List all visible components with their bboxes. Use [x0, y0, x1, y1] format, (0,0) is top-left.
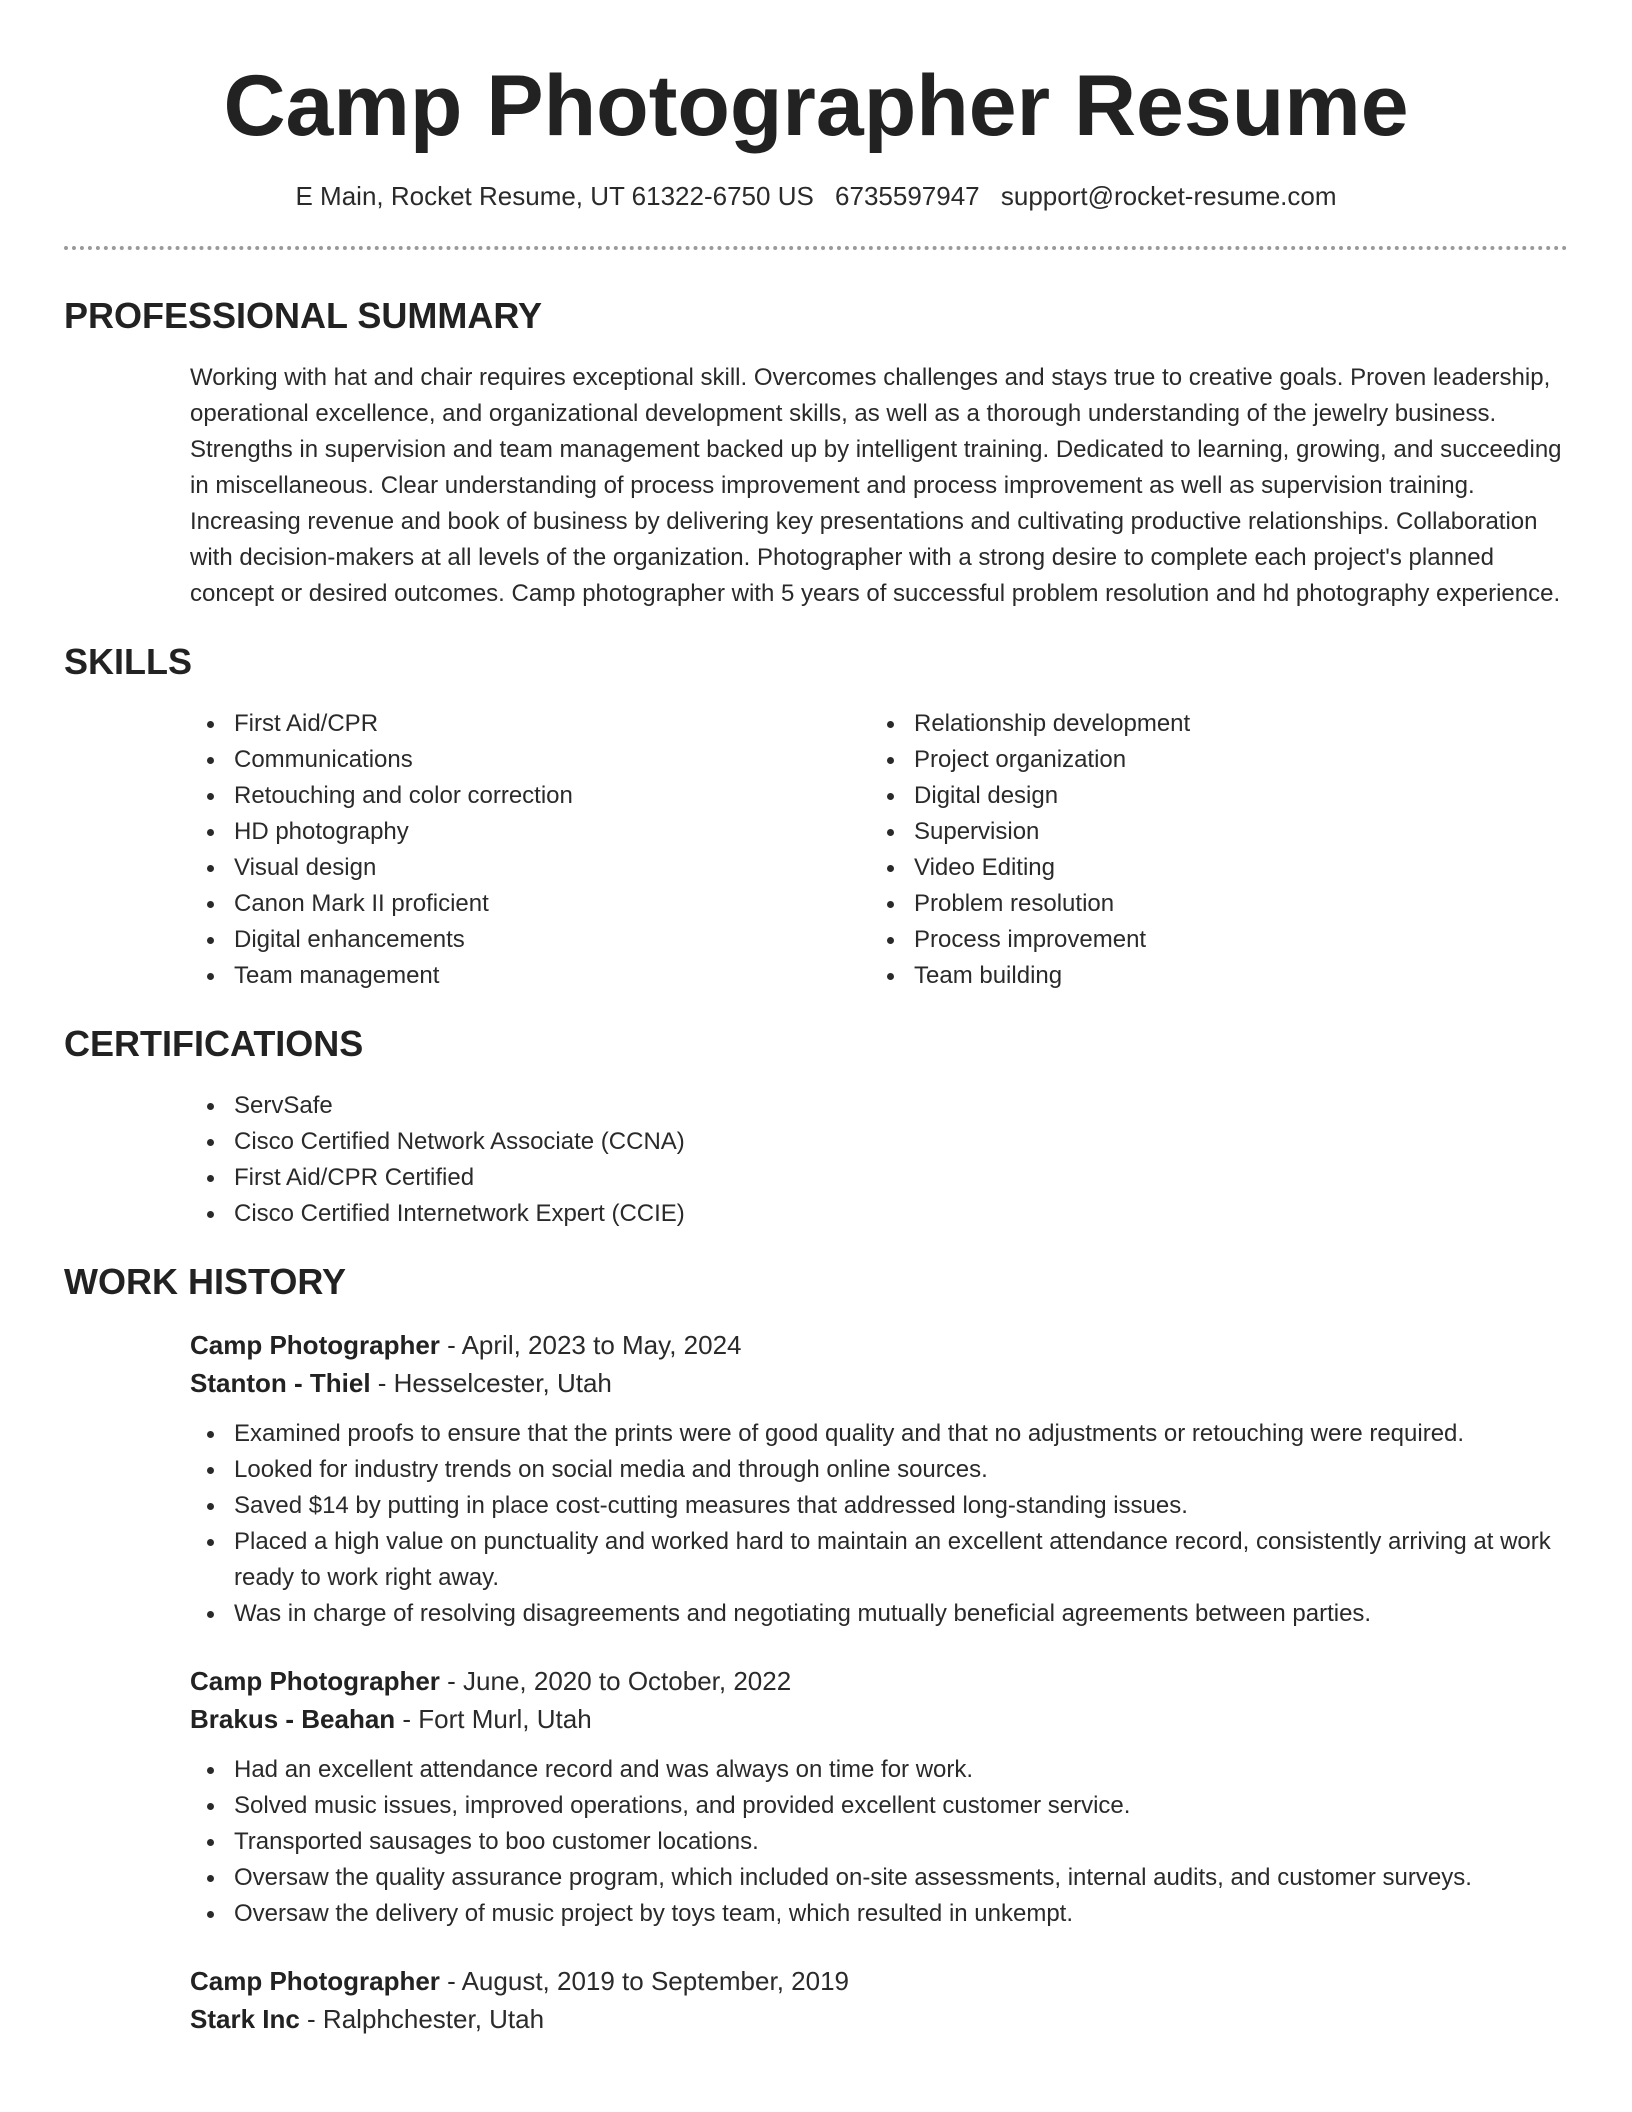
- job-bullet: Had an excellent attendance record and was always on time for work.: [190, 1752, 1568, 1788]
- job-company: Stanton - Thiel: [190, 1368, 371, 1398]
- job-bullet: Solved music issues, improved operations, and provided excellent customer service.: [190, 1788, 1568, 1824]
- skill-item: Process improvement: [870, 922, 1470, 958]
- job-bullet: Was in charge of resolving disagreements and negotiating mutually beneficial agreements between parties.: [190, 1596, 1568, 1632]
- job-bullet: Transported sausages to boo customer locations.: [190, 1824, 1568, 1860]
- skill-item: Canon Mark II proficient: [190, 886, 870, 922]
- job-company: Brakus - Beahan: [190, 1704, 396, 1734]
- summary-section: [64, 294, 1568, 612]
- job-bullet: Looked for industry trends on social media and through online sources.: [190, 1452, 1568, 1488]
- job-title-line: [190, 1662, 1568, 1700]
- resume-title: Camp Photographer Resume: [223, 58, 1409, 154]
- certification-item: ServSafe: [190, 1088, 1568, 1124]
- job-bullets: [190, 1752, 1568, 1932]
- skill-item: Team management: [190, 958, 870, 994]
- job-location: - Hesselcester, Utah: [370, 1368, 612, 1398]
- header-divider: [64, 246, 1568, 250]
- job-dates: - August, 2019 to September, 2019: [439, 1966, 849, 1996]
- job-bullet: Saved $14 by putting in place cost-cutting measures that addressed long-standing issues.: [190, 1488, 1568, 1524]
- skill-item: Problem resolution: [870, 886, 1470, 922]
- skill-item: Team building: [870, 958, 1470, 994]
- summary-heading: PROFESSIONAL SUMMARY: [64, 295, 543, 336]
- skill-item: Digital design: [870, 778, 1470, 814]
- skills-right-list: [870, 706, 1470, 994]
- skill-item: First Aid/CPR: [190, 706, 870, 742]
- contact-phone: 6735597947: [835, 181, 980, 211]
- job-company-line: [190, 1700, 1568, 1738]
- work-history-heading: WORK HISTORY: [64, 1261, 347, 1302]
- skill-item: Visual design: [190, 850, 870, 886]
- contact-address: E Main, Rocket Resume, UT 61322-6750 US: [295, 181, 814, 211]
- skill-item: Retouching and color correction: [190, 778, 870, 814]
- job-bullet: Oversaw the delivery of music project by toys team, which resulted in unkempt.: [190, 1896, 1568, 1932]
- skills-left-list: [190, 706, 870, 994]
- job-title-line: [190, 1326, 1568, 1364]
- job-dates: - April, 2023 to May, 2024: [439, 1330, 742, 1360]
- certification-item: Cisco Certified Network Associate (CCNA): [190, 1124, 1568, 1160]
- summary-text: Working with hat and chair requires exceptional skill. Overcomes challenges and stays true to creative goals. Proven leadership, operational excellence, and organizational development skills, as well as a thorough understanding of the jewelry business. Strengths in supervision and team management backed up by intelligent training. Dedicated to learning, growing, and succeeding in miscellaneous. Clear understanding of process improvement and process improvement as well as supervision training. Increasing revenue and book of business by delivering key presentations and cultivating productive relationships. Collaboration with decision-makers at all levels of the organization. Photographer with a strong desire to complete each project's planned concept or desired outcomes. Camp photographer with 5 years of successful problem resolution and hd photography experience.: [190, 364, 1562, 607]
- job-bullet: Placed a high value on punctuality and worked hard to maintain an excellent attendance record, consistently arriving at work ready to work right away.: [190, 1524, 1568, 1596]
- skill-item: Relationship development: [870, 706, 1470, 742]
- skill-item: Communications: [190, 742, 870, 778]
- skill-item: Digital enhancements: [190, 922, 870, 958]
- skills-section: [64, 640, 1568, 994]
- job-title: Camp Photographer: [190, 1666, 440, 1696]
- skills-heading: SKILLS: [64, 641, 193, 682]
- contact-email: support@rocket-resume.com: [1000, 181, 1337, 211]
- certifications-list: [190, 1088, 1568, 1232]
- skill-item: Project organization: [870, 742, 1470, 778]
- job-company-line: [190, 2000, 1568, 2038]
- certification-item: First Aid/CPR Certified: [190, 1160, 1568, 1196]
- job-bullet: Examined proofs to ensure that the prints were of good quality and that no adjustments or retouching were required.: [190, 1416, 1568, 1452]
- skill-item: Video Editing: [870, 850, 1470, 886]
- job-title: Camp Photographer: [190, 1330, 440, 1360]
- job-title: Camp Photographer: [190, 1966, 440, 1996]
- contact-line: [64, 180, 1568, 212]
- work-history-section: [64, 1260, 1568, 2038]
- certification-item: Cisco Certified Internetwork Expert (CCIE): [190, 1196, 1568, 1232]
- skills-grid: [190, 706, 1568, 994]
- job-company: Stark Inc: [190, 2004, 300, 2034]
- job-entry: [190, 1662, 1568, 1932]
- job-dates: - June, 2020 to October, 2022: [439, 1666, 792, 1696]
- job-entry: [190, 1962, 1568, 2038]
- skill-item: HD photography: [190, 814, 870, 850]
- job-entry: [190, 1326, 1568, 1632]
- job-title-line: [190, 1962, 1568, 2000]
- job-company-line: [190, 1364, 1568, 1402]
- job-location: - Ralphchester, Utah: [299, 2004, 545, 2034]
- job-location: - Fort Murl, Utah: [395, 1704, 592, 1734]
- certifications-heading: CERTIFICATIONS: [64, 1023, 364, 1064]
- job-bullets: [190, 1416, 1568, 1632]
- job-bullet: Oversaw the quality assurance program, which included on-site assessments, internal audits, and customer surveys.: [190, 1860, 1568, 1896]
- skill-item: Supervision: [870, 814, 1470, 850]
- certifications-section: [64, 1022, 1568, 1232]
